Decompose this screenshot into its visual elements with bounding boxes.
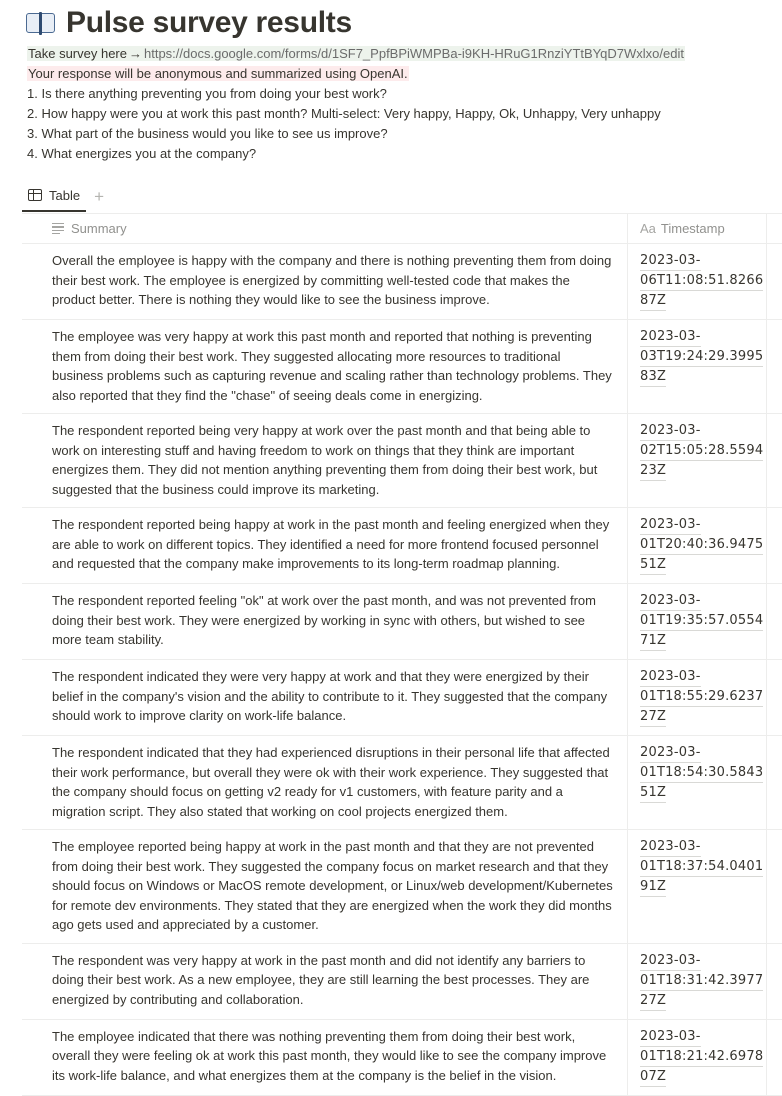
timestamp-text[interactable]: 51Z (640, 784, 666, 803)
timestamp-text[interactable]: 2023-03- (640, 1028, 701, 1047)
text-lines-icon (52, 223, 64, 234)
question-3: 3. What part of the business would you like to see us improve? (27, 126, 388, 141)
title-property-icon: Aa (640, 221, 656, 236)
timestamp-text[interactable]: 01T18:37:54.0401 (640, 858, 763, 877)
timestamp-text[interactable]: 2023-03- (640, 422, 701, 441)
timestamp-text[interactable]: 2023-03- (640, 838, 701, 857)
timestamp-cell[interactable] (627, 320, 767, 413)
timestamp-text[interactable]: 2023-03- (640, 952, 701, 971)
summary-cell[interactable]: Overall the employee is happy with the company and there is nothing preventing them from doing their best work. The employee is energized by committing well-tested code that makes the product better. There is nothing they would like to see the business improve. (52, 253, 612, 307)
timestamp-text[interactable]: 01T18:31:42.3977 (640, 972, 763, 991)
add-view-icon[interactable]: + (94, 186, 105, 206)
page-header (26, 4, 352, 42)
timestamp-text[interactable]: 27Z (640, 992, 666, 1011)
summary-cell[interactable]: The respondent reported feeling "ok" at work over the past month, and was not prevented from doing their best work. They were energized by working in sync with others, but wished to see more team stability. (52, 593, 596, 647)
table-row[interactable] (22, 584, 782, 660)
timestamp-cell[interactable] (627, 736, 767, 829)
table-row[interactable] (22, 736, 782, 830)
timestamp-text[interactable]: 23Z (640, 462, 666, 481)
timestamp-text[interactable]: 2023-03- (640, 516, 701, 535)
timestamp-text[interactable]: 2023-03- (640, 668, 701, 687)
tab-table-label: Table (49, 187, 81, 203)
column-header-summary[interactable] (22, 214, 627, 243)
view-tabs (22, 180, 104, 212)
timestamp-text[interactable]: 06T11:08:51.8266 (640, 272, 763, 291)
timestamp-text[interactable]: 03T19:24:29.3995 (640, 348, 763, 367)
table-row[interactable] (22, 1020, 782, 1096)
summary-cell[interactable]: The respondent indicated they were very happy at work and that they were energized by their belief in the company's vision and the ability to contribute to it. They suggested that the company should work to improve clarity on work-life balance. (52, 669, 608, 723)
table-icon (28, 189, 42, 201)
summary-cell[interactable]: The respondent reported being very happy at work over the past month and that being able to work on interesting stuff and having freedom to work on things that they think are important energizes them. They did not mention anything preventing them from doing their best work, but suggested that the business could improve its marketing. (52, 423, 598, 497)
timestamp-text[interactable]: 02T15:05:28.5594 (640, 442, 763, 461)
timestamp-text[interactable]: 01T18:55:29.6237 (640, 688, 763, 707)
question-4: 4. What energizes you at the company? (27, 146, 257, 161)
summary-cell[interactable]: The respondent was very happy at work in the past month and did not identify any barriers to doing their best work. As a new employee, they are still learning the best processes. They are energized by contributing and collaboration. (52, 952, 590, 1007)
table-row[interactable] (22, 660, 782, 736)
results-table (22, 213, 782, 1096)
timestamp-cell[interactable] (627, 584, 767, 659)
survey-prefix: Take survey here (28, 46, 127, 61)
timestamp-text[interactable]: 2023-03- (640, 744, 701, 763)
timestamp-text[interactable]: 01T18:21:42.6978 (640, 1048, 763, 1067)
arrow-right-icon: → (129, 46, 142, 61)
timestamp-cell[interactable] (627, 660, 767, 735)
question-1: 1. Is there anything preventing you from doing your best work? (27, 86, 387, 101)
table-row[interactable] (22, 830, 782, 944)
timestamp-text[interactable]: 01T20:40:36.9475 (640, 536, 763, 555)
table-header (22, 214, 782, 244)
timestamp-text[interactable]: 2023-03- (640, 328, 701, 347)
timestamp-text[interactable]: 51Z (640, 556, 666, 575)
column-label-summary: Summary (71, 221, 127, 236)
timestamp-cell[interactable] (627, 508, 767, 583)
timestamp-text[interactable]: 91Z (640, 878, 666, 897)
summary-cell[interactable]: The respondent reported being happy at work in the past month and feeling energized when they are able to work on different topics. They identified a need for more frontend focused personnel and requested that the company make improvements to its long-term roadmap planning. (52, 517, 610, 571)
page-title: Pulse survey results (66, 6, 352, 39)
timestamp-text[interactable]: 2023-03- (640, 592, 701, 611)
table-row[interactable] (22, 414, 782, 508)
anonymity-note: Your response will be anonymous and summarized using OpenAI. (28, 66, 408, 81)
timestamp-text[interactable]: 27Z (640, 708, 666, 727)
timestamp-text[interactable]: 01T18:54:30.5843 (640, 764, 763, 783)
tab-table[interactable] (22, 180, 86, 212)
survey-link[interactable]: https://docs.google.com/forms/d/1SF7_PpfBPiWMPBa-i9KH-HRuG1RnziYTtBYqD7Wxlxo/edit (144, 46, 684, 61)
table-row[interactable] (22, 508, 782, 584)
timestamp-text[interactable]: 01T19:35:57.0554 (640, 612, 763, 631)
open-book-icon (26, 10, 56, 36)
survey-link-line (27, 44, 685, 64)
timestamp-cell[interactable] (627, 830, 767, 943)
question-2: 2. How happy were you at work this past month? Multi-select: Very happy, Happy, Ok, Unhappy, Very unhappy (27, 106, 661, 121)
column-header-timestamp[interactable] (627, 214, 767, 243)
table-row[interactable] (22, 244, 782, 320)
table-row[interactable] (22, 320, 782, 414)
timestamp-cell[interactable] (627, 944, 767, 1019)
timestamp-cell[interactable] (627, 1020, 767, 1095)
timestamp-text[interactable]: 2023-03- (640, 252, 701, 271)
timestamp-text[interactable]: 87Z (640, 292, 666, 311)
timestamp-text[interactable]: 07Z (640, 1068, 666, 1087)
timestamp-text[interactable]: 71Z (640, 632, 666, 651)
intro-block (27, 44, 685, 164)
table-body (22, 244, 782, 1096)
summary-cell[interactable]: The respondent indicated that they had experienced disruptions in their personal life that affected their work performance, but overall they were ok with their work experience. They suggested that the company should focus on getting v2 ready for v1 customers, with feature parity and a migration script. They also stated that working on cool projects energized them. (52, 745, 610, 819)
survey-link-highlight (27, 46, 685, 61)
summary-cell[interactable]: The employee indicated that there was nothing preventing them from doing their best work, overall they were feeling ok at work this past month, they would like to see the company improve its work-life balance, and what energizes them at the company is the belief in the vision. (52, 1028, 607, 1083)
timestamp-cell[interactable] (627, 244, 767, 319)
anonymity-line (27, 64, 685, 84)
timestamp-cell[interactable] (627, 414, 767, 507)
summary-cell[interactable]: The employee reported being happy at work in the past month and that they are not prevented from doing their best work. They suggested the company focus on market research and that they should focus on Windows or MacOS remote development, or Linux/web development/Kubernetes for remote dev environments. They stated that they are energized when the work they did months ago gets used and appreciated by a customer. (52, 839, 613, 932)
table-row[interactable] (22, 944, 782, 1020)
column-label-timestamp: Timestamp (660, 221, 725, 236)
summary-cell[interactable]: The employee was very happy at work this past month and reported that nothing is preventing them from doing their best work. They suggested allocating more resources to traditional business problems such as capturing revenue and scaling rather than technology problems. They also reported that they find the "chase" of seeing deals come in energizing. (52, 329, 612, 403)
timestamp-text[interactable]: 83Z (640, 368, 666, 387)
